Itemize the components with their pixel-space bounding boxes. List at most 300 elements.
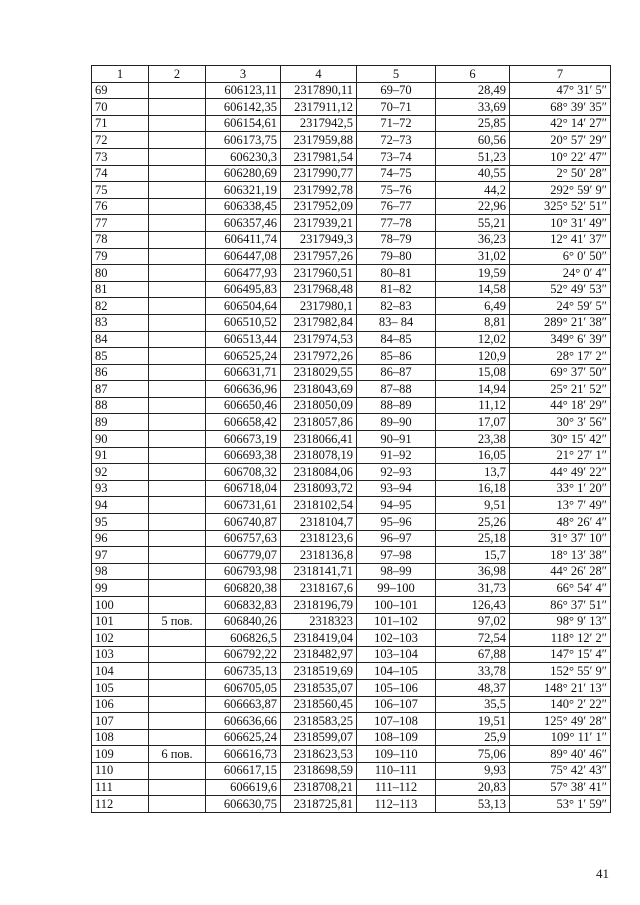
table-cell: 109 [92,746,149,763]
table-cell [149,182,206,199]
table-cell: 2318623,53 [281,746,357,763]
table-cell: 69° 37′ 50″ [510,364,611,381]
table-cell: 48° 26′ 4″ [510,514,611,531]
table-cell: 606673,19 [206,431,281,448]
table-cell: 2317980,1 [281,298,357,315]
table-cell: 20° 57′ 29″ [510,132,611,149]
table-cell: 606495,83 [206,281,281,298]
table-row [92,364,611,381]
table-cell [149,796,206,813]
table-cell [149,115,206,132]
table-cell: 97,02 [436,613,510,630]
table-cell: 44° 26′ 28″ [510,563,611,580]
table-cell: 606280,69 [206,165,281,182]
table-cell: 95 [92,514,149,531]
table-cell: 98° 9′ 13″ [510,613,611,630]
table-cell: 606154,61 [206,115,281,132]
table-cell: 89–90 [357,414,436,431]
table-cell [149,630,206,647]
table-cell: 89° 40′ 46″ [510,746,611,763]
table-cell: 152° 55′ 9″ [510,663,611,680]
table-cell: 10° 31′ 49″ [510,215,611,232]
table-cell [149,530,206,547]
table-cell: 5 пов. [149,613,206,630]
table-row [92,431,611,448]
table-cell: 55,21 [436,215,510,232]
table-cell: 2317981,54 [281,148,357,165]
table-cell: 102 [92,630,149,647]
table-row [92,580,611,597]
table-cell: 52° 49′ 53″ [510,281,611,298]
table-cell: 606230,3 [206,148,281,165]
table-cell: 107 [92,713,149,730]
table-cell: 2318519,69 [281,663,357,680]
table-cell: 147° 15′ 4″ [510,646,611,663]
table-cell: 118° 12′ 2″ [510,630,611,647]
table-cell: 606510,52 [206,314,281,331]
table-cell [149,497,206,514]
table-cell: 9,93 [436,762,510,779]
table-cell: 2317959,88 [281,132,357,149]
table-cell: 98–99 [357,563,436,580]
table-cell: 40,55 [436,165,510,182]
table-cell: 97–98 [357,547,436,564]
table-cell: 74–75 [357,165,436,182]
table-row [92,231,611,248]
table-cell: 24° 0′ 4″ [510,265,611,282]
table-cell: 289° 21′ 38″ [510,314,611,331]
table-cell: 22,96 [436,198,510,215]
table-row [92,663,611,680]
table-cell: 2317982,84 [281,314,357,331]
table-row [92,265,611,282]
table-cell: 90 [92,431,149,448]
table-cell: 606708,32 [206,464,281,481]
table-cell: 2317968,48 [281,281,357,298]
table-cell [149,198,206,215]
table-cell: 30° 15′ 42″ [510,431,611,448]
table-cell: 71 [92,115,149,132]
table-cell: 606792,22 [206,646,281,663]
table-cell [149,265,206,282]
table-cell: 36,23 [436,231,510,248]
table-cell: 10° 22′ 47″ [510,148,611,165]
table-cell: 25° 21′ 52″ [510,381,611,398]
table-cell: 120,9 [436,348,510,365]
table-cell: 606718,04 [206,480,281,497]
table-cell: 30° 3′ 56″ [510,414,611,431]
table-cell: 2317949,3 [281,231,357,248]
table-cell: 2318078,19 [281,447,357,464]
table-row [92,464,611,481]
table-cell: 13,7 [436,464,510,481]
table-cell: 88 [92,397,149,414]
table-cell: 53° 1′ 59″ [510,796,611,813]
table-cell: 19,59 [436,265,510,282]
table-cell [149,547,206,564]
table-cell: 2318123,6 [281,530,357,547]
table-cell: 76–77 [357,198,436,215]
table-cell: 51,23 [436,148,510,165]
table-cell: 109° 11′ 1″ [510,729,611,746]
table-cell [149,381,206,398]
table-cell: 606477,93 [206,265,281,282]
table-cell: 606411,74 [206,231,281,248]
table-row [92,480,611,497]
table-cell [149,580,206,597]
column-number-cell: 2 [149,66,206,83]
table-cell: 11,12 [436,397,510,414]
table-row [92,132,611,149]
table-cell: 606616,73 [206,746,281,763]
table-cell: 91–92 [357,447,436,464]
table-row [92,563,611,580]
table-cell: 2318104,7 [281,514,357,531]
table-cell: 72,54 [436,630,510,647]
table-cell: 12° 41′ 37″ [510,231,611,248]
table-cell [149,99,206,116]
table-cell: 87 [92,381,149,398]
table-cell: 82–83 [357,298,436,315]
table-cell: 606625,24 [206,729,281,746]
table-cell: 78 [92,231,149,248]
table-cell: 33° 1′ 20″ [510,480,611,497]
table-row [92,182,611,199]
table-cell: 108 [92,729,149,746]
table-row [92,348,611,365]
table-cell: 2317972,26 [281,348,357,365]
table-cell: 36,98 [436,563,510,580]
table-cell [149,331,206,348]
table-cell: 85 [92,348,149,365]
table-cell [149,132,206,149]
table-cell: 13° 7′ 49″ [510,497,611,514]
table-cell: 2318093,72 [281,480,357,497]
table-cell: 2318136,8 [281,547,357,564]
table-cell: 93–94 [357,480,436,497]
table-cell: 78–79 [357,231,436,248]
column-number-cell: 3 [206,66,281,83]
table-row [92,696,611,713]
table-cell: 94 [92,497,149,514]
table-cell: 84 [92,331,149,348]
table-cell: 325° 52′ 51″ [510,198,611,215]
table-cell: 81 [92,281,149,298]
table-cell: 2318698,59 [281,762,357,779]
table-cell: 2° 50′ 28″ [510,165,611,182]
table-cell: 6° 0′ 50″ [510,248,611,265]
table-cell: 606631,71 [206,364,281,381]
table-cell: 17,07 [436,414,510,431]
table-cell: 100–101 [357,597,436,614]
table-cell: 19,51 [436,713,510,730]
table-cell: 2318167,6 [281,580,357,597]
table-cell: 2318482,97 [281,646,357,663]
table-cell: 112 [92,796,149,813]
table-cell: 99 [92,580,149,597]
table-cell: 2317990,77 [281,165,357,182]
table-cell: 53,13 [436,796,510,813]
table-row [92,148,611,165]
table-row [92,248,611,265]
table-row [92,646,611,663]
table-cell: 57° 38′ 41″ [510,779,611,796]
table-cell: 99–100 [357,580,436,597]
coordinates-table [91,65,611,813]
table-cell: 75° 42′ 43″ [510,762,611,779]
table-cell: 108–109 [357,729,436,746]
table-cell: 606820,38 [206,580,281,597]
table-row [92,381,611,398]
table-cell [149,713,206,730]
table-cell: 44,2 [436,182,510,199]
table-cell: 75,06 [436,746,510,763]
table-cell: 97 [92,547,149,564]
table-cell: 2317960,51 [281,265,357,282]
table-cell: 60,56 [436,132,510,149]
table-cell [149,248,206,265]
table-cell: 93 [92,480,149,497]
table-cell: 2317911,12 [281,99,357,116]
table-cell: 66° 54′ 4″ [510,580,611,597]
column-number-cell: 6 [436,66,510,83]
table-row [92,779,611,796]
table-cell [149,215,206,232]
table-cell: 140° 2′ 22″ [510,696,611,713]
table-cell: 606447,08 [206,248,281,265]
table-cell [149,762,206,779]
table-cell [149,514,206,531]
table-cell: 606525,24 [206,348,281,365]
table-cell [149,314,206,331]
table-cell: 111–112 [357,779,436,796]
table-cell: 31° 37′ 10″ [510,530,611,547]
table-cell: 105–106 [357,679,436,696]
table-cell: 16,18 [436,480,510,497]
table-cell: 31,73 [436,580,510,597]
table-cell: 24° 59′ 5″ [510,298,611,315]
table-cell: 112–113 [357,796,436,813]
table-cell: 606321,19 [206,182,281,199]
table-cell [149,597,206,614]
table-cell: 69 [92,82,149,99]
table-cell: 70–71 [357,99,436,116]
table-cell: 33,78 [436,663,510,680]
table-cell: 92 [92,464,149,481]
table-cell: 95–96 [357,514,436,531]
table-row [92,281,611,298]
table-cell: 14,94 [436,381,510,398]
table-cell: 18° 13′ 38″ [510,547,611,564]
table-cell: 2318535,07 [281,679,357,696]
table-cell: 2317957,26 [281,248,357,265]
table-cell: 2317952,09 [281,198,357,215]
table-cell: 2318725,81 [281,796,357,813]
table-row [92,82,611,99]
table-cell [149,348,206,365]
table-cell: 606630,75 [206,796,281,813]
table-cell: 2318102,54 [281,497,357,514]
column-number-cell: 4 [281,66,357,83]
table-cell: 110 [92,762,149,779]
table-cell: 21° 27′ 1″ [510,447,611,464]
table-cell: 2317974,53 [281,331,357,348]
table-cell: 83– 84 [357,314,436,331]
table-cell: 100 [92,597,149,614]
table-cell: 606658,42 [206,414,281,431]
table-cell [149,281,206,298]
table-cell: 103 [92,646,149,663]
table-cell: 31,02 [436,248,510,265]
table-cell: 79–80 [357,248,436,265]
table-cell: 103–104 [357,646,436,663]
table-row [92,679,611,696]
table-cell: 2318029,55 [281,364,357,381]
column-number-cell: 5 [357,66,436,83]
table-cell: 86° 37′ 51″ [510,597,611,614]
table-header-row [92,66,611,83]
table-cell [149,646,206,663]
table-cell: 606504,64 [206,298,281,315]
table-cell: 82 [92,298,149,315]
table-cell [149,298,206,315]
table-cell: 125° 49′ 28″ [510,713,611,730]
table-cell [149,82,206,99]
table-cell: 606123,11 [206,82,281,99]
table-cell: 98 [92,563,149,580]
table-cell: 80 [92,265,149,282]
table-cell: 86 [92,364,149,381]
table-cell: 104–105 [357,663,436,680]
table-row [92,497,611,514]
table-cell: 606826,5 [206,630,281,647]
table-cell: 90–91 [357,431,436,448]
table-cell: 606636,96 [206,381,281,398]
table-cell: 111 [92,779,149,796]
table-cell: 69–70 [357,82,436,99]
table-cell: 9,51 [436,497,510,514]
table-cell: 606779,07 [206,547,281,564]
table-cell: 68° 39′ 35″ [510,99,611,116]
table-cell: 2317992,78 [281,182,357,199]
table-cell: 107–108 [357,713,436,730]
table-row [92,613,611,630]
table-cell: 73 [92,148,149,165]
table-row [92,630,611,647]
table-row [92,514,611,531]
table-cell: 2317942,5 [281,115,357,132]
table-row [92,115,611,132]
table-row [92,331,611,348]
table-cell: 606513,44 [206,331,281,348]
table-cell: 75–76 [357,182,436,199]
page-number: 41 [596,866,609,881]
table-row [92,198,611,215]
table-row [92,414,611,431]
table-cell: 2318196,79 [281,597,357,614]
table-cell: 6,49 [436,298,510,315]
table-cell: 79 [92,248,149,265]
table-cell: 35,5 [436,696,510,713]
table-cell: 92–93 [357,464,436,481]
table-cell: 109–110 [357,746,436,763]
table-cell: 83 [92,314,149,331]
table-cell: 76 [92,198,149,215]
table-row [92,547,611,564]
table-cell: 606735,13 [206,663,281,680]
table-cell: 96 [92,530,149,547]
table-cell [149,447,206,464]
table-cell: 2318050,09 [281,397,357,414]
table-cell: 106 [92,696,149,713]
table-row [92,762,611,779]
table-cell: 20,83 [436,779,510,796]
table-cell: 102–103 [357,630,436,647]
table-cell: 12,02 [436,331,510,348]
table-cell: 87–88 [357,381,436,398]
table-cell: 88–89 [357,397,436,414]
table-cell: 606650,46 [206,397,281,414]
table-cell [149,148,206,165]
table-cell: 2318419,04 [281,630,357,647]
table-cell [149,231,206,248]
table-cell: 94–95 [357,497,436,514]
table-cell: 91 [92,447,149,464]
table-cell: 86–87 [357,364,436,381]
table-cell: 23,38 [436,431,510,448]
table-cell: 80–81 [357,265,436,282]
table-cell: 126,43 [436,597,510,614]
table-cell: 606142,35 [206,99,281,116]
table-cell: 33,69 [436,99,510,116]
table-row [92,447,611,464]
table-cell: 606840,26 [206,613,281,630]
table-row [92,530,611,547]
table-cell: 606636,66 [206,713,281,730]
table-cell: 48,37 [436,679,510,696]
table-cell: 2318583,25 [281,713,357,730]
table-cell: 606617,15 [206,762,281,779]
table-cell: 25,18 [436,530,510,547]
table-cell: 28,49 [436,82,510,99]
table-cell [149,414,206,431]
table-row [92,314,611,331]
table-row [92,215,611,232]
table-cell: 2318057,86 [281,414,357,431]
table-cell: 349° 6′ 39″ [510,331,611,348]
table-cell: 2318141,71 [281,563,357,580]
table-cell: 606740,87 [206,514,281,531]
table-cell [149,431,206,448]
table-cell: 148° 21′ 13″ [510,679,611,696]
table-cell [149,464,206,481]
table-cell: 25,9 [436,729,510,746]
table-cell [149,663,206,680]
table-row [92,597,611,614]
table-cell: 2318599,07 [281,729,357,746]
table-cell: 73–74 [357,148,436,165]
table-cell: 105 [92,679,149,696]
table-cell: 28° 17′ 2″ [510,348,611,365]
table-cell [149,729,206,746]
table-cell: 2318323 [281,613,357,630]
table-cell: 606338,45 [206,198,281,215]
table-cell: 2318084,06 [281,464,357,481]
table-cell: 606619,6 [206,779,281,796]
table-cell: 81–82 [357,281,436,298]
table-cell: 15,7 [436,547,510,564]
table-cell: 101 [92,613,149,630]
